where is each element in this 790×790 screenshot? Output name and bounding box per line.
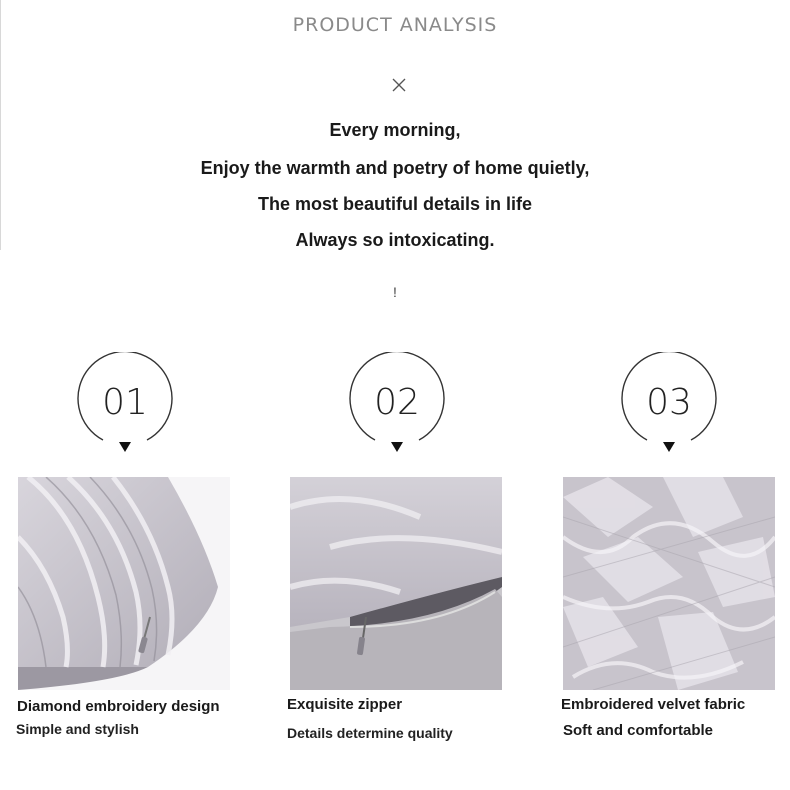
step-number: 02: [374, 382, 420, 423]
poem-line-3: The most beautiful details in life: [257, 194, 533, 214]
feature-subtitle-1: Simple and stylish: [16, 721, 139, 737]
feature-title-2: Exquisite zipper: [287, 696, 403, 713]
feature-subtitle-2: Details determine quality: [287, 725, 453, 741]
product-photo-zipper: [290, 477, 502, 690]
exclamation-mark: !: [393, 284, 397, 300]
step-badge-02: [347, 352, 447, 456]
feature-subtitle-3: Soft and comfortable: [563, 722, 714, 739]
feature-title-1: Diamond embroidery design: [17, 698, 220, 715]
section-title: PRODUCT ANALYSIS: [292, 14, 498, 36]
triangle-down-icon: [663, 442, 675, 452]
product-photo-embroidery: [18, 477, 230, 690]
triangle-down-icon: [391, 442, 403, 452]
step-badge-03: [619, 352, 719, 456]
product-photo-velvet: [563, 477, 775, 690]
feature-title-3: Embroidered velvet fabric: [561, 696, 746, 713]
step-badge-01: [75, 352, 175, 456]
poem-line-1: Every morning,: [329, 120, 461, 140]
step-number: 03: [646, 382, 692, 423]
close-icon[interactable]: [391, 77, 407, 93]
poem-line-4: Always so intoxicating.: [295, 230, 495, 250]
step-number: 01: [102, 382, 148, 423]
triangle-down-icon: [119, 442, 131, 452]
poem-line-2: Enjoy the warmth and poetry of home quietly,: [200, 158, 590, 178]
